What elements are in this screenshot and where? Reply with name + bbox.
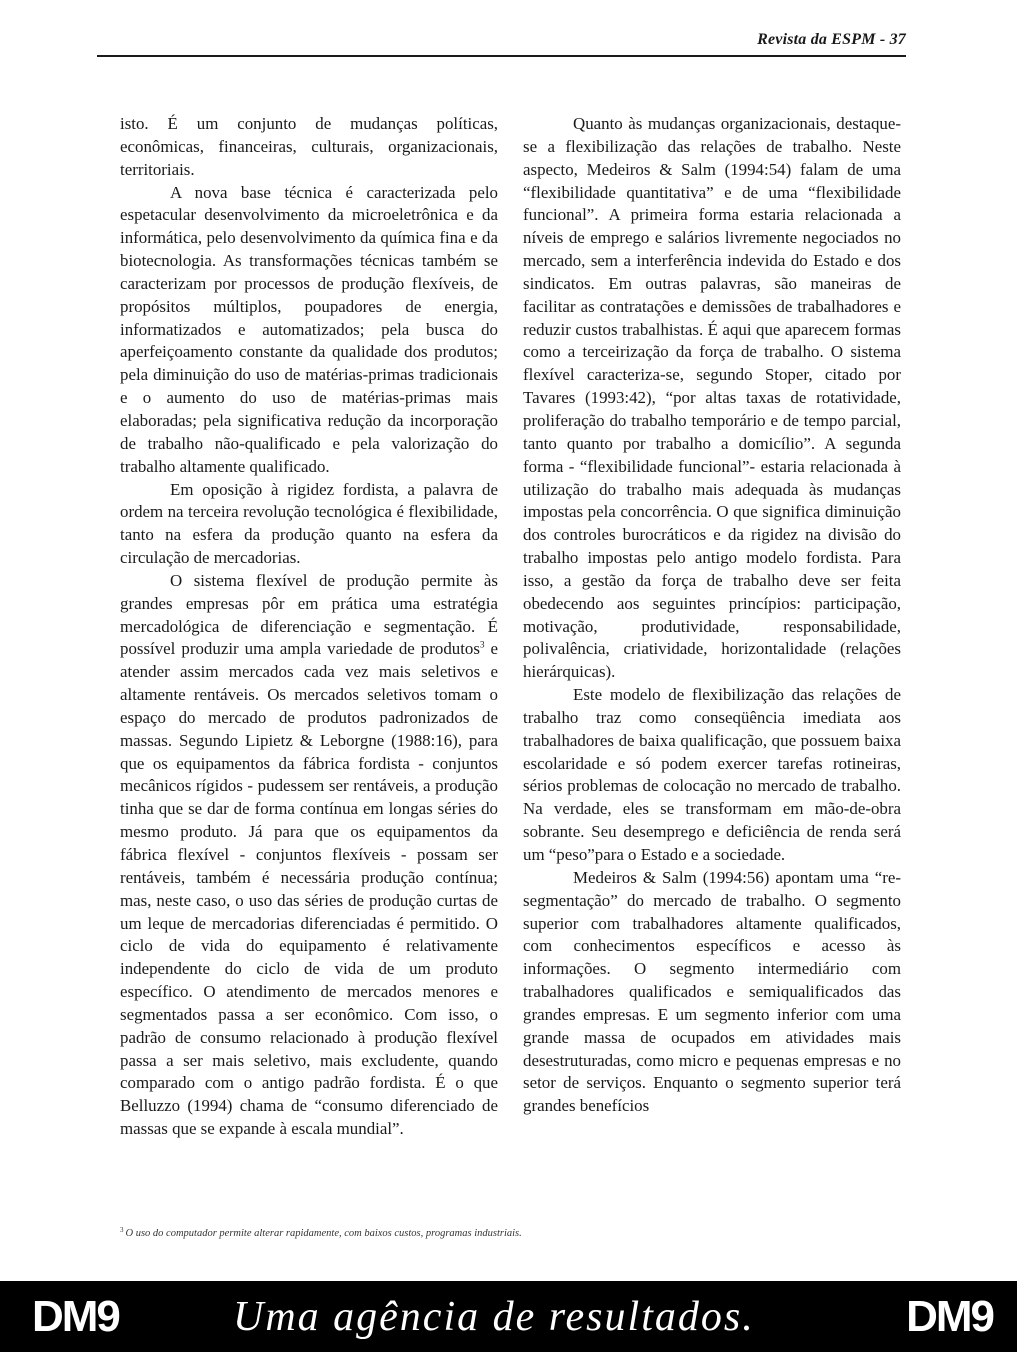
- paragraph: Medeiros & Salm (1994:56) apontam uma “re-segmentação” do mercado de trabalho. O segmento superior com trabalhadores altamente qualificados, com conhecimentos específicos e acesso às informações. O segmento intermediário com trabalhadores qualificados e semiqualificados das grandes empresas. E um segmento inferior com uma grande massa de ocupados em atividades mais desestruturadas, como micro e pequenas empresas e no setor de serviços. Enquanto o segmento superior terá grandes benefícios: [523, 867, 901, 1116]
- footnote: [120, 1227, 900, 1241]
- paragraph: [120, 570, 498, 1141]
- dm9-logo-left: DM9: [32, 1292, 119, 1341]
- dm9-logo-right: DM9: [906, 1292, 993, 1341]
- footnote-reference[interactable]: 3: [479, 639, 485, 650]
- advertisement-banner[interactable]: [0, 1281, 1017, 1352]
- paragraph-text: e atender assim mercados cada vez mais seletivos e altamente rentáveis. Os mercados seletivos tomam o espaço do mercado de produtos padronizados de massas. Segundo Lipietz & Leborgne (1988:16), para que os equipamentos da fábrica fordista - conjuntos mecânicos rígidos - pudessem ser rentáveis, a produção tinha que se dar de forma contínua em longas séries do mesmo produto. Já para que os equipamentos da fábrica flexível - conjuntos flexíveis - possam ser rentáveis, também é necessária produção contínua; mas, neste caso, o uso das séries de produção curtas de um leque de mercadorias diferenciadas é permitido. O ciclo de vida do equipamento é relativamente independente do ciclo de vida de um produto específico. O atendimento de mercados menores e segmentados passa a ser econômico. Com isso, o padrão de consumo relacionado à produção flexível passa a ser mais seletivo, mais excludente, quando comparado com o antigo padrão fordista. É o que Belluzzo (1994) chama de “consumo diferenciado de massas que se expande à escala mundial”.: [120, 639, 498, 1139]
- paragraph: isto. É um conjunto de mudanças políticas, econômicas, financeiras, culturais, organizacionais, territoriais.: [120, 114, 498, 179]
- ad-tagline: Uma agência de resultados.: [233, 1294, 755, 1340]
- paragraph: Quanto às mudanças organizacionais, destaque-se a flexibilização das relações de trabalho. Neste aspecto, Medeiros & Salm (1994:54) falam de uma “flexibilidade quantitativa” e de uma “flexibilidade funcional”. A primeira forma estaria relacionada a níveis de emprego e salários livremente negociados no mercado, sem a interferência indevida do Estado e dos sindicatos. Em outras palavras, são maneiras de facilitar as contratações e demissões de trabalhadores e reduzir custos trabalhistas. É aqui que aparecem formas como a terceirização da força de trabalho. O sistema flexível caracteriza-se, segundo Stoper, citado por Tavares (1993:42), “por altas taxas de rotatividade, proliferação do trabalho temporário e de tempo parcial, tanto quanto por trabalho a domicílio”. A segunda forma - “flexibilidade funcional”- estaria relacionada à utilização do trabalho mais adequada às mudanças impostas pela concorrência. O que significa diminuição dos controles burocráticos e da rigidez na divisão do trabalho impostas pelo antigo modelo fordista. Para isso, a gestão da força de trabalho deve ser feita obedecendo aos seguintes princípios: participação, motivação, produtividade, responsabilidade, polivalência, criatividade, horizontalidade (relações hierárquicas).: [523, 114, 901, 682]
- right-column: [523, 113, 901, 1118]
- header-rule: [97, 55, 906, 57]
- running-header: Revista da ESPM - 37: [757, 31, 906, 48]
- footnote-number: 3: [120, 1225, 124, 1234]
- paragraph: Em oposição à rigidez fordista, a palavra de ordem na terceira revolução tecnológica é flexibilidade, tanto na esfera da produção quanto na esfera da circulação de mercadorias.: [120, 479, 498, 568]
- footnote-text: O uso do computador permite alterar rapidamente, com baixos custos, programas industriais.: [125, 1228, 522, 1239]
- left-column: [120, 113, 498, 1141]
- paragraph: Este modelo de flexibilização das relações de trabalho traz como conseqüência imediata aos trabalhadores de baixa qualificação, que possuem baixa escolaridade e só podem exercer tarefas rotineiras, sérios problemas de colocação no mercado de trabalho. Na verdade, eles se transformam em mão-de-obra sobrante. Seu desemprego e deficiência de renda será um “peso”para o Estado e a sociedade.: [523, 685, 901, 864]
- paragraph: A nova base técnica é caracterizada pelo espetacular desenvolvimento da microeletrônica e da informática, pelo desenvolvimento da química fina e da biotecnologia. As transformações técnicas também se caracterizam por processos de produção flexíveis, de propósitos múltiplos, poupadores de energia, informatizados e automatizados; pela busca do aperfeiçoamento constante da qualidade dos produtos; pela diminuição do uso de matérias-primas tradicionais e o aumento do uso de matérias-primas mais elaboradas; pela significativa redução da incorporação de trabalho não-qualificado e pela valorização do trabalho altamente qualificado.: [120, 182, 498, 476]
- paragraph-text: O sistema flexível de produção permite às grandes empresas pôr em prática uma estratégia mercadológica de diferenciação e segmentação. É possível produzir uma ampla variedade de produtos: [120, 570, 498, 659]
